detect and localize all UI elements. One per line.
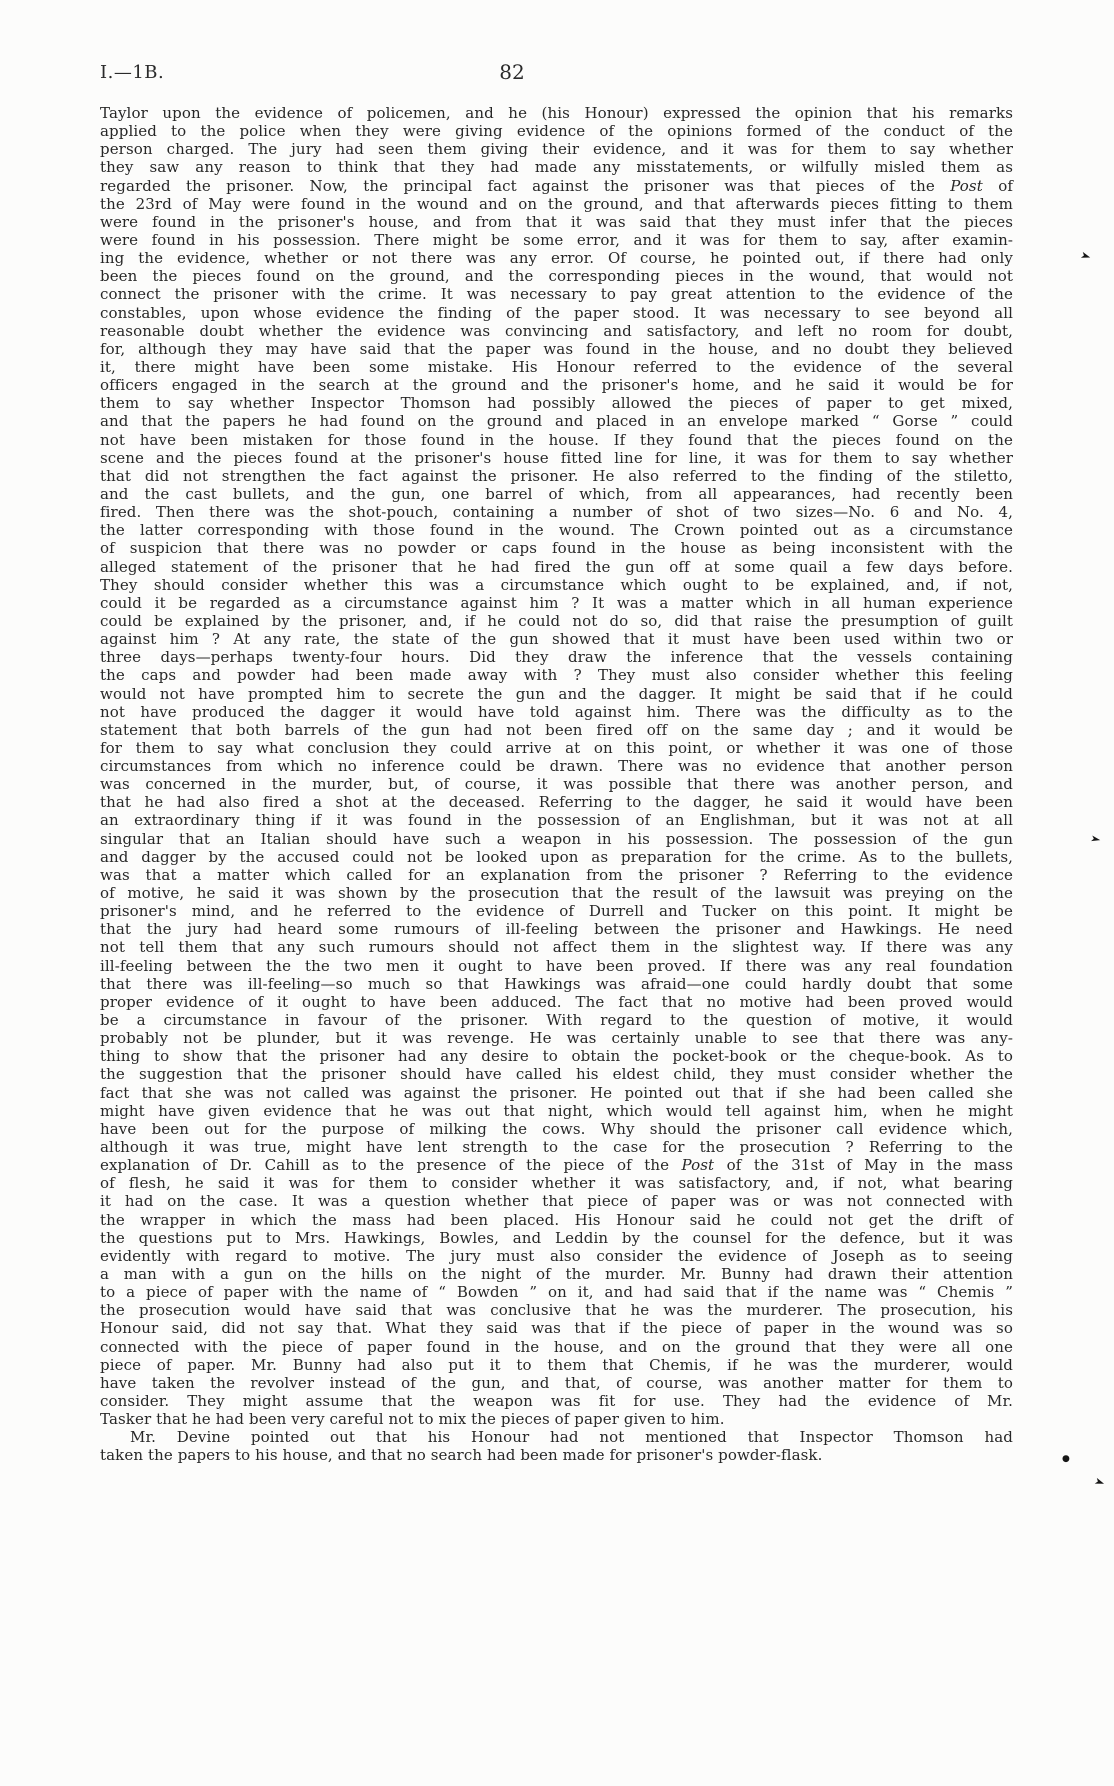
ink-mark: ➤ xyxy=(1078,249,1093,264)
text-line: singular that an Italian should have such a weapon in his possession. The possession of the gun xyxy=(100,829,1013,848)
text-line: they saw any reason to think that they had made any misstatements, or wilfully misled them as xyxy=(100,158,1013,177)
text-line: would not have prompted him to secrete the gun and the dagger. It might be said that if he could xyxy=(100,684,1013,703)
text-line: Taylor upon the evidence of policemen, and he (his Honour) expressed the opinion that his remarks xyxy=(100,104,1013,122)
text-line: that there was ill-feeling—so much so that Hawkings was afraid—one could hardly doubt that some xyxy=(100,974,1013,993)
text-line: could be explained by the prisoner, and, if he could not do so, did that raise the presumption of guilt xyxy=(100,611,1013,630)
text-line: regarded the prisoner. Now, the principal fact against the prisoner was that pieces of the Post of xyxy=(100,176,1013,195)
text-line: was concerned in the murder, but, of course, it was possible that there was another person, and xyxy=(100,775,1013,794)
text-line: the latter corresponding with those found in the wound. The Crown pointed out as a circumstance xyxy=(100,521,1013,540)
text-line: connected with the piece of paper found in the house, and on the ground that they were all one xyxy=(100,1337,1013,1356)
text-line: that the jury had heard some rumours of ill-feeling between the prisoner and Hawkings. He need xyxy=(100,920,1013,939)
text-line: constables, upon whose evidence the finding of the paper stood. It was necessary to see beyond all xyxy=(100,303,1013,322)
text-line: it had on the case. It was a question whether that piece of paper was or was not connected with xyxy=(100,1192,1013,1211)
text-line: proper evidence of it ought to have been adduced. The fact that no motive had been proved would xyxy=(100,992,1013,1011)
text-line: them to say whether Inspector Thomson had possibly allowed the pieces of paper to get mixed, xyxy=(100,394,1013,413)
text-line: circumstances from which no inference could be drawn. There was no evidence that another person xyxy=(100,757,1013,776)
text-line: and dagger by the accused could not be looked upon as preparation for the crime. As to the bullets, xyxy=(100,847,1013,866)
text-line: not have been mistaken for those found in the house. If they found that the pieces found on the xyxy=(100,430,1013,449)
page-header xyxy=(100,62,1012,88)
text-line: that did not strengthen the fact against the prisoner. He also referred to the finding of the stiletto, xyxy=(100,466,1013,485)
text-line: of flesh, he said it was for them to consider whether it was satisfactory, and, if not, what bearing xyxy=(100,1174,1013,1193)
section-label: I.—1B. xyxy=(100,62,165,83)
text-line: for them to say what conclusion they could arrive at on this point, or whether it was one of those xyxy=(100,738,1013,757)
text-line: of motive, he said it was shown by the prosecution that the result of the lawsuit was preying on the xyxy=(100,884,1013,903)
text-line: the suggestion that the prisoner should have called his eldest child, they must consider whether the xyxy=(100,1065,1013,1084)
text-line: were found in his possession. There might be some error, and it was for them to say, after examin- xyxy=(100,230,1013,249)
text-line: to a piece of paper with the name of “ Bowden ” on it, and had said that if the name was “ Chemis ” xyxy=(100,1283,1013,1302)
text-line: Tasker that he had been very careful not to mix the pieces of paper given to him. xyxy=(100,1410,725,1429)
text-block xyxy=(100,104,1013,1465)
text-line: probably not be plunder, but it was revenge. He was certainly unable to see that there was any- xyxy=(100,1029,1013,1048)
text-line: Mr. Devine pointed out that his Honour had not mentioned that Inspector Thomson had xyxy=(130,1428,1013,1447)
text-line: connect the prisoner with the crime. It was necessary to pay great attention to the evidence of the xyxy=(100,285,1013,304)
text-line: person charged. The jury had seen them giving their evidence, and it was for them to say whether xyxy=(100,140,1013,159)
ink-mark: ● xyxy=(1062,1454,1070,1464)
text-line: the caps and powder had been made away with ? They must also consider whether this feeling xyxy=(100,666,1013,685)
text-line: officers engaged in the search at the ground and the prisoner's home, and he said it would be for xyxy=(100,376,1013,395)
text-line: it, there might have been some mistake. His Honour referred to the evidence of the several xyxy=(100,357,1013,376)
text-line: Honour said, did not say that. What they said was that if the piece of paper in the wound was so xyxy=(100,1319,1013,1338)
text-line: statement that both barrels of the gun had not been fired off on the same day ; and it would be xyxy=(100,720,1013,739)
text-line: an extraordinary thing if it was found in the possession of an Englishman, but it was not at all xyxy=(100,811,1013,830)
text-line: for, although they may have said that the paper was found in the house, and no doubt they believed xyxy=(100,339,1013,358)
text-line: taken the papers to his house, and that no search had been made for prisoner's powder-flask. xyxy=(100,1446,823,1465)
text-line: the questions put to Mrs. Hawkings, Bowles, and Leddin by the counsel for the defence, but it was xyxy=(100,1228,1013,1247)
text-line: prisoner's mind, and he referred to the evidence of Durrell and Tucker on this point. It might be xyxy=(100,902,1013,921)
text-line: fact that she was not called was against the prisoner. He pointed out that if she had been called she xyxy=(100,1083,1013,1102)
ink-mark: ➤ xyxy=(1092,1475,1107,1490)
text-line: the 23rd of May were found in the wound and on the ground, and that afterwards pieces fitting to them xyxy=(100,194,1013,213)
text-line: although it was true, might have lent strength to the case for the prosecution ? Referring to the xyxy=(100,1138,1013,1157)
text-line: the wrapper in which the mass had been placed. His Honour said he could not get the drift of xyxy=(100,1210,1013,1229)
text-line: ill-feeling between the the two men it ought to have been proved. If there was any real foundation xyxy=(100,956,1013,975)
text-line: were found in the prisoner's house, and from that it was said that they must infer that the pieces xyxy=(100,212,1013,231)
text-line: ing the evidence, whether or not there was any error. Of course, he pointed out, if there had only xyxy=(100,249,1013,268)
text-line: a man with a gun on the hills on the night of the murder. Mr. Bunny had drawn their attention xyxy=(100,1265,1013,1283)
text-line: alleged statement of the prisoner that he had fired the gun off at some quail a few days before. xyxy=(100,557,1013,576)
text-line: and that the papers he had found on the ground and placed in an envelope marked “ Gorse ” could xyxy=(100,412,1013,431)
ink-mark: ➤ xyxy=(1089,833,1102,846)
text-line: have been out for the purpose of milking the cows. Why should the prisoner call evidence which, xyxy=(100,1119,1013,1138)
text-line: the prosecution would have said that was conclusive that he was the murderer. The prosecution, his xyxy=(100,1301,1013,1320)
text-line: scene and the pieces found at the prisoner's house fitted line for line, it was for them to say whether xyxy=(100,448,1013,467)
text-line: evidently with regard to motive. The jury must also consider the evidence of Joseph as to seeing xyxy=(100,1246,1013,1265)
text-line: and the cast bullets, and the gun, one barrel of which, from all appearances, had recently been xyxy=(100,484,1013,503)
text-line: explanation of Dr. Cahill as to the presence of the piece of the Post of the 31st of May in the mass xyxy=(100,1156,1014,1175)
text-line: three days—perhaps twenty-four hours. Did they draw the inference that the vessels containing xyxy=(100,648,1013,667)
text-line: that he had also fired a shot at the deceased. Referring to the dagger, he said it would have been xyxy=(100,793,1013,812)
text-line: have taken the revolver instead of the gun, and that, of course, was another matter for them to xyxy=(100,1373,1013,1392)
text-line: of suspicion that there was no powder or caps found in the house as being inconsistent with the xyxy=(100,539,1013,558)
text-line: been the pieces found on the ground, and the corresponding pieces in the wound, that would not xyxy=(100,267,1013,286)
text-line: piece of paper. Mr. Bunny had also put it to them that Chemis, if he was the murderer, would xyxy=(100,1355,1013,1374)
text-line: thing to show that the prisoner had any desire to obtain the pocket-book or the cheque-book. As to xyxy=(100,1047,1013,1066)
text-line: be a circumstance in favour of the prisoner. With regard to the question of motive, it would xyxy=(100,1011,1013,1030)
text-line: not have produced the dagger it would have told against him. There was the difficulty as to the xyxy=(100,702,1013,721)
text-line: could it be regarded as a circumstance against him ? It was a matter which in all human experience xyxy=(100,593,1013,612)
text-line: They should consider whether this was a circumstance which ought to be explained, and, if not, xyxy=(100,575,1013,594)
text-line: was that a matter which called for an explanation from the prisoner ? Referring to the evidence xyxy=(100,865,1013,884)
text-line: consider. They might assume that the weapon was fit for use. They had the evidence of Mr. xyxy=(100,1391,1013,1410)
text-line: not tell them that any such rumours should not affect them in the slightest way. If there was any xyxy=(100,938,1013,957)
text-line: against him ? At any rate, the state of the gun showed that it must have been used within two or xyxy=(100,630,1013,649)
text-line: might have given evidence that he was out that night, which would tell against him, when he might xyxy=(100,1101,1013,1120)
text-line: applied to the police when they were giving evidence of the opinions formed of the conduct of the xyxy=(100,122,1013,141)
text-line: reasonable doubt whether the evidence was convincing and satisfactory, and left no room for doubt, xyxy=(100,321,1013,340)
text-line: fired. Then there was the shot-pouch, containing a number of shot of two sizes—No. 6 and No. 4, xyxy=(100,503,1013,522)
page-number: 82 xyxy=(499,60,525,84)
